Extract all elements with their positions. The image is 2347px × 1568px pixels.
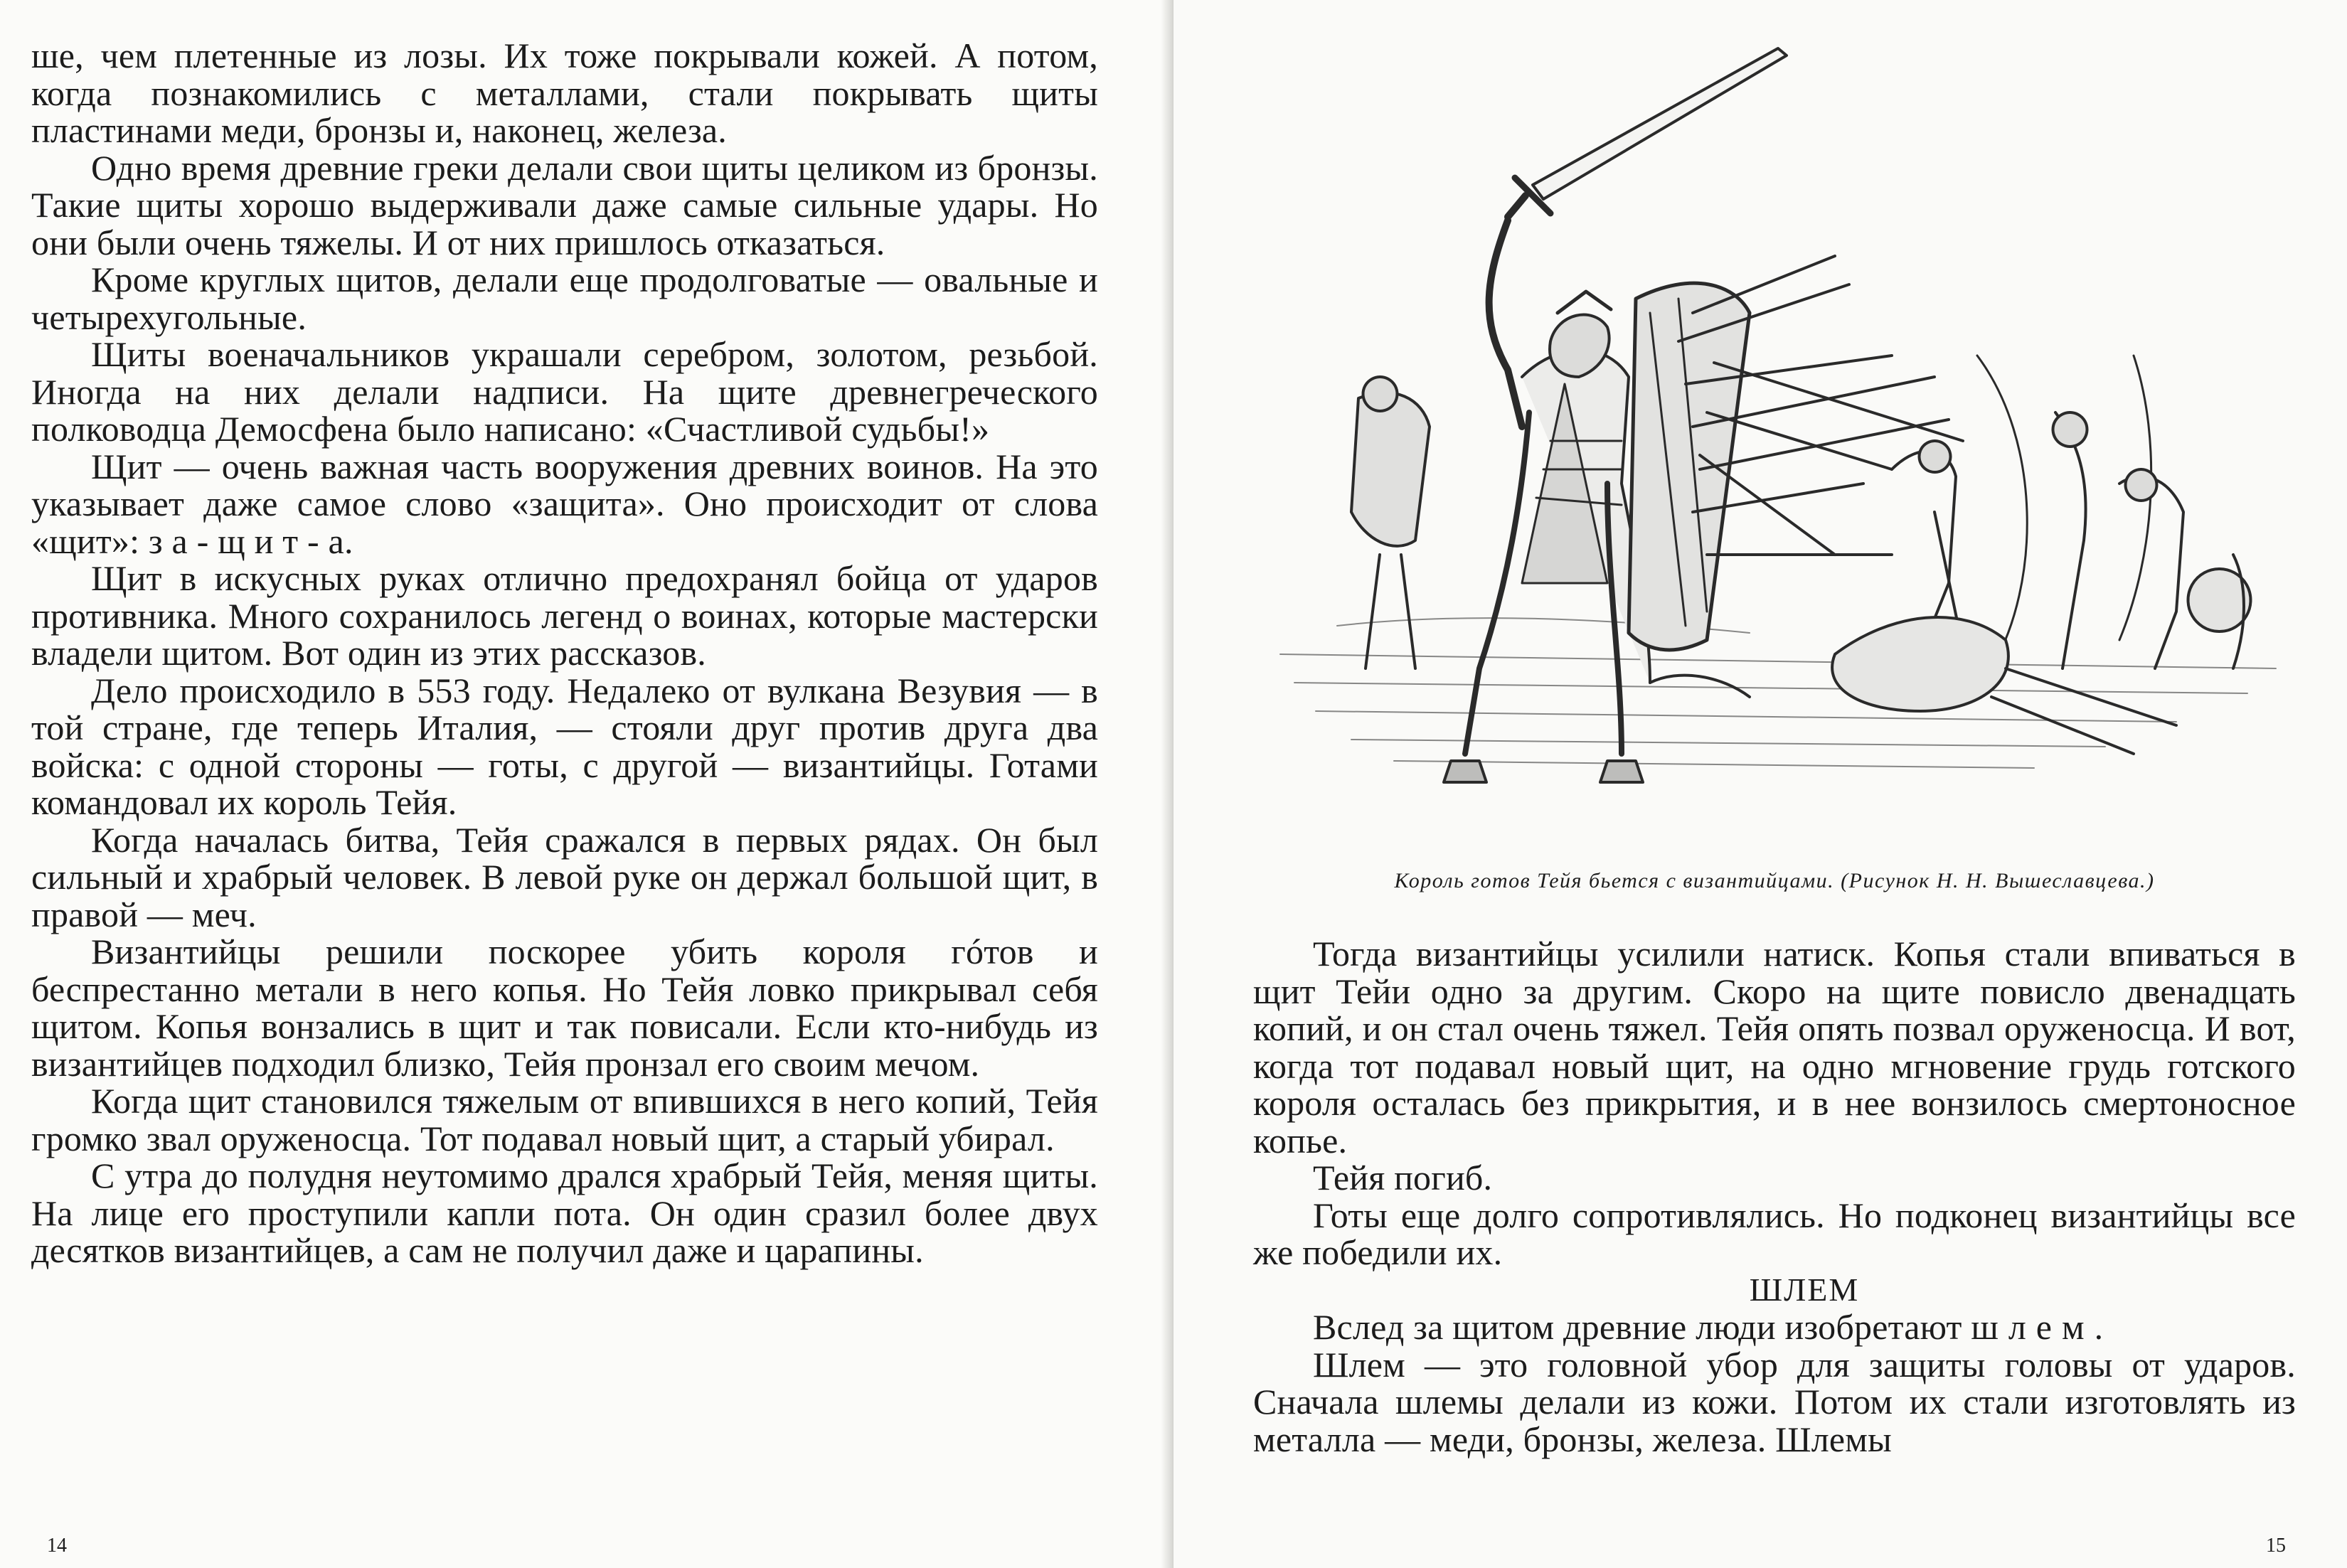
page-number-left: 14: [47, 1535, 67, 1557]
paragraph: Когда щит становился тяжелым от впившихся в него копий, Тейя громко звал оруженосца. Тот подавал новый щит, а старый убирал.: [31, 1081, 1098, 1158]
paragraph: Кроме круглых щитов, делали еще продолговатые — овальные и четырехугольные.: [31, 260, 1098, 337]
helmet-intro-lead: Вслед за щитом древние люди изобретают: [1313, 1307, 1962, 1347]
paragraph: Тейя погиб.: [1313, 1158, 1493, 1198]
helmet-term: шлем.: [1971, 1307, 2114, 1347]
paragraph: ше, чем плетенные из лозы. Их тоже покрывали кожей. А потом, когда познакомились с металлами, стали покрывать щиты пластинами меди, бронзы и, наконец, железа.: [31, 36, 1098, 150]
left-page-text: [31, 37, 1098, 1269]
paragraph: Щит в искусных руках отлично предохранял бойца от ударов противника. Много сохранилось легенд о воинах, которые мастерски владели щитом. Вот один из этих рассказов.: [31, 558, 1098, 673]
paragraph: Шлем — это головной убор для защиты головы от ударов. Сначала шлемы делали из кожи. Потом их стали изготовлять из металла — меди, бронзы, железа. Шлемы: [1253, 1344, 2296, 1459]
paragraph: С утра до полудня неутомимо дрался храбрый Тейя, меняя щиты. На лице его проступили капли пота. Он один сразил более двух десятков византийцев, а сам не получил даже и царапины.: [31, 1156, 1098, 1270]
battle-engraving-icon: [1252, 43, 2297, 860]
paragraph: Готы еще долго сопротивлялись. Но подконец византийцы все же победили их.: [1253, 1195, 2296, 1272]
paragraph: Дело происходило в 553 году. Недалеко от вулкана Везувия — в той стране, где теперь Италия, — стояли друг против друга два войска: с одной стороны — готы, с другой — византийцы. Готами командовал их король Тейя.: [31, 670, 1098, 822]
paragraph: Щиты военачальников украшали серебром, золотом, резьбой. Иногда на них делали надписи. На щите древнегреческого полководца Демосфена было написано: «Счастливой судьбы!»: [31, 334, 1098, 449]
paragraph: Одно время древние греки делали свои щиты целиком из бронзы. Такие щиты хорошо выдерживали даже самые сильные удары. Но они были очень тяжелы. И от них пришлось отказаться.: [31, 147, 1098, 262]
paragraph: Щит — очень важная часть вооружения древних воинов. На это указывает даже самое слово «защита». Оно происходит от слова «щит»: з а - щ и т - а.: [31, 446, 1098, 561]
paragraph: [1253, 1308, 2296, 1346]
paragraph: Когда началась битва, Тейя сражался в первых рядах. Он был сильный и храбрый человек. В левой руке он держал большой щит, в правой — меч.: [31, 819, 1098, 934]
paragraph: Византийцы решили поскорее убить короля гóтов и беспрестанно метали в него копья. Но Тейя ловко прикрывал себя щитом. Копья вонзались в щит и так повисали. Если кто-нибудь из византийцев подходил близко, Тейя пронзал его своим мечом.: [31, 932, 1098, 1084]
paragraph: Тогда византийцы усилили натиск. Копья стали впиваться в щит Тейи одно за другим. Скоро на щите повисло двенадцать копий, и он стал очень тяжел. Тейя опять позвал оруженосца. И вот, когда тот подавал новый щит, на одно мгновение грудь готского короля осталась без прикрытия, и в нее вонзилось смертоносное копье.: [1253, 934, 2296, 1161]
right-page-text: [1253, 935, 2296, 1458]
section-heading: ШЛЕМ: [1749, 1271, 1860, 1308]
page-number-right: 15: [2266, 1535, 2286, 1557]
illustration-caption: Король готов Тейя бьется с византийцами. (Рисунок Н. Н. Вышеславцева.): [1394, 869, 2155, 892]
